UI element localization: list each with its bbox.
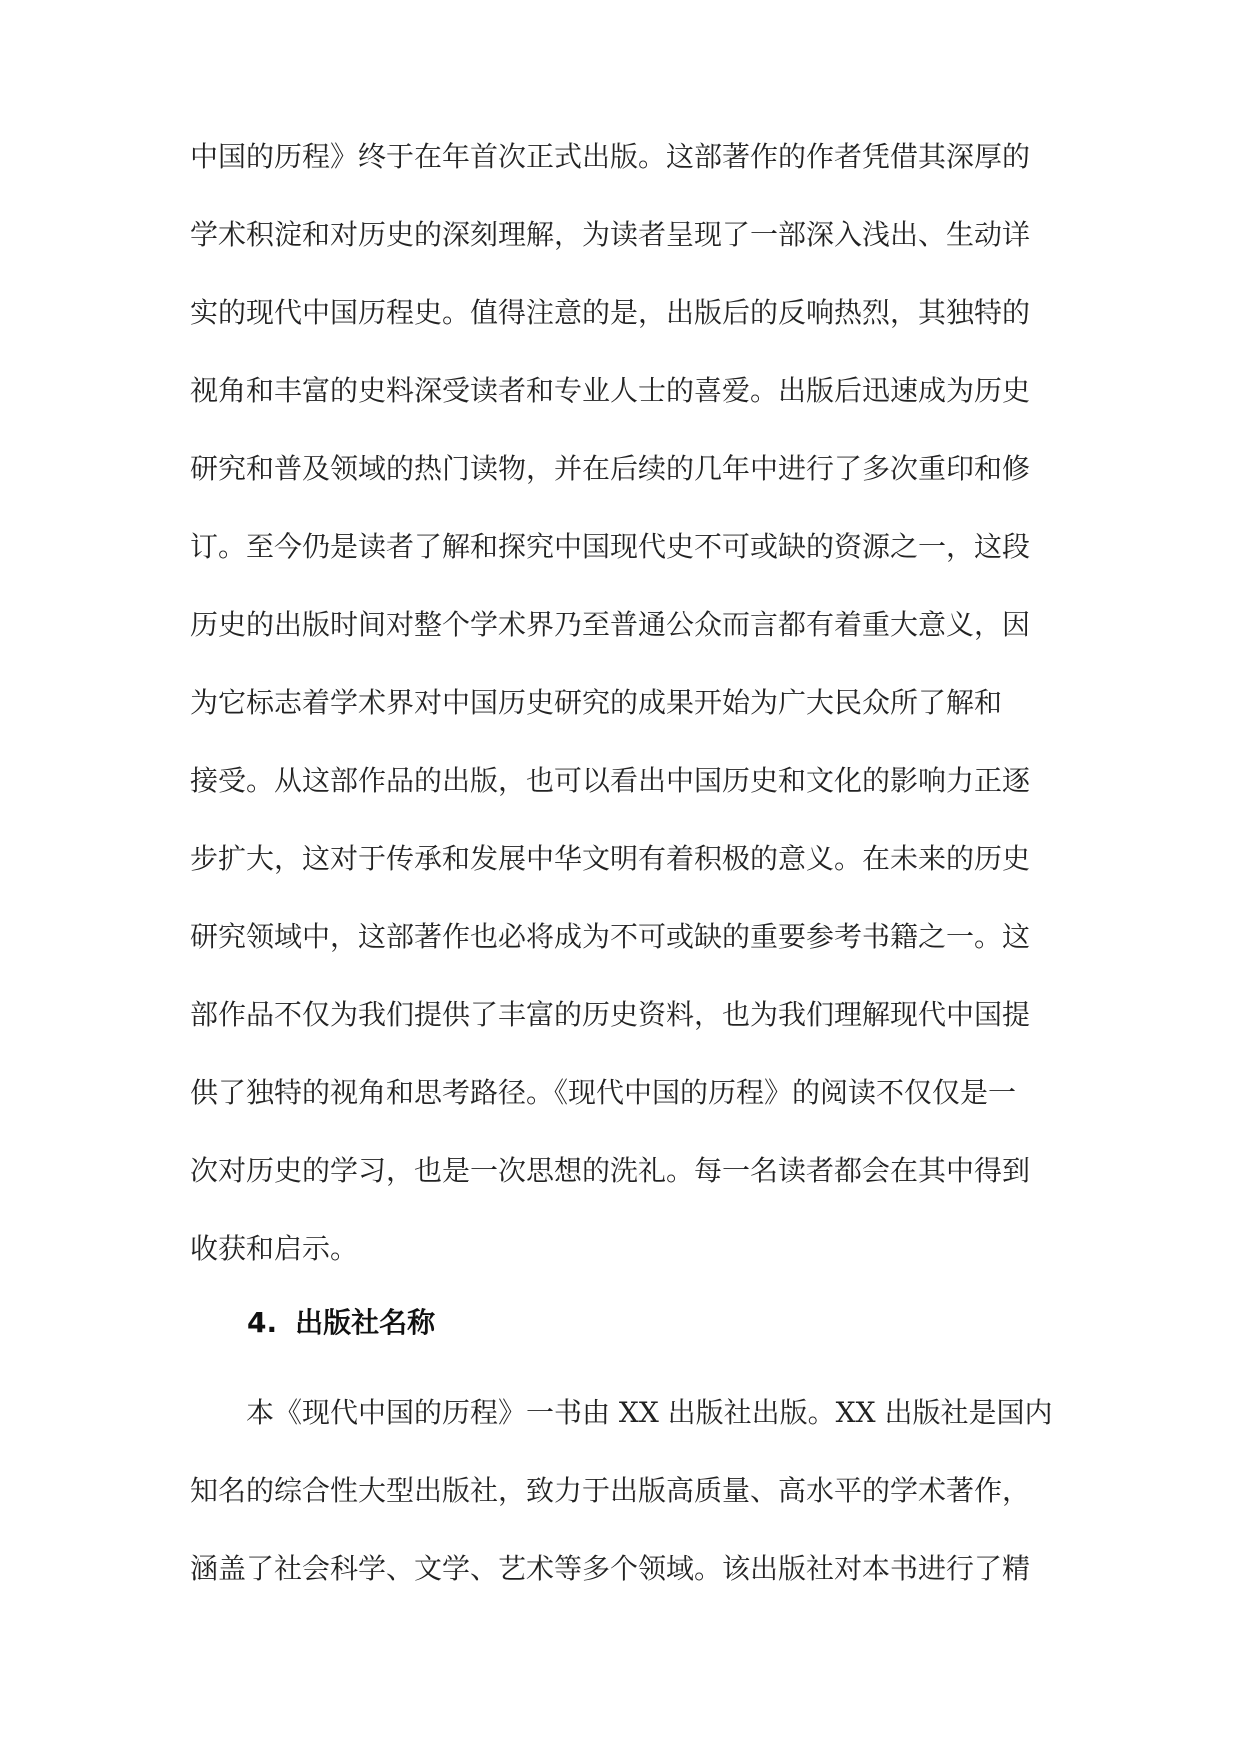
paragraph-line: 次对历史的学习，也是一次思想的洗礼。每一名读者都会在其中得到 (190, 1154, 1031, 1187)
paragraph-line: 学术积淀和对历史的深刻理解，为读者呈现了一部深入浅出、生动详 (190, 218, 1031, 251)
paragraph-line: 涵盖了社会科学、文学、艺术等多个领域。该出版社对本书进行了精 (190, 1552, 1031, 1585)
paragraph-line: 接受。从这部作品的出版，也可以看出中国历史和文化的影响力正逐 (190, 764, 1031, 797)
section-number: 4. (247, 1306, 278, 1339)
section-title: 出版社名称 (295, 1306, 436, 1339)
section-heading (247, 1303, 435, 1343)
paragraph-line: 研究和普及领域的热门读物，并在后续的几年中进行了多次重印和修 (190, 452, 1031, 485)
paragraph-line: 步扩大，这对于传承和发展中华文明有着积极的意义。在未来的历史 (190, 842, 1031, 875)
paragraph-line: 历史的出版时间对整个学术界乃至普通公众而言都有着重大意义，因 (190, 608, 1031, 641)
paragraph-line: 中国的历程》终于在年首次正式出版。这部著作的作者凭借其深厚的 (190, 140, 1031, 173)
body-paragraph (190, 1374, 1053, 1608)
paragraph-line: 部作品不仅为我们提供了丰富的历史资料，也为我们理解现代中国提 (190, 998, 1031, 1031)
paragraph-line: 为它标志着学术界对中国历史研究的成果开始为广大民众所了解和 (190, 686, 1003, 719)
paragraph-line: 知名的综合性大型出版社，致力于出版高质量、高水平的学术著作， (190, 1474, 1031, 1507)
paragraph-line: 本《现代中国的历程》一书由 XX 出版社出版。XX 出版社是国内 (246, 1396, 1053, 1429)
body-paragraph (190, 118, 1050, 1288)
paragraph-line: 研究领域中，这部著作也必将成为不可或缺的重要参考书籍之一。这 (190, 920, 1031, 953)
paragraph-line: 收获和启示。 (190, 1232, 359, 1265)
paragraph-line: 视角和丰富的史料深受读者和专业人士的喜爱。出版后迅速成为历史 (190, 374, 1031, 407)
paragraph-line: 订。至今仍是读者了解和探究中国现代史不可或缺的资源之一，这段 (190, 530, 1031, 563)
paragraph-line: 供了独特的视角和思考路径。《现代中国的历程》的阅读不仅仅是一 (190, 1076, 1017, 1109)
paragraph-line: 实的现代中国历程史。值得注意的是，出版后的反响热烈，其独特的 (190, 296, 1031, 329)
